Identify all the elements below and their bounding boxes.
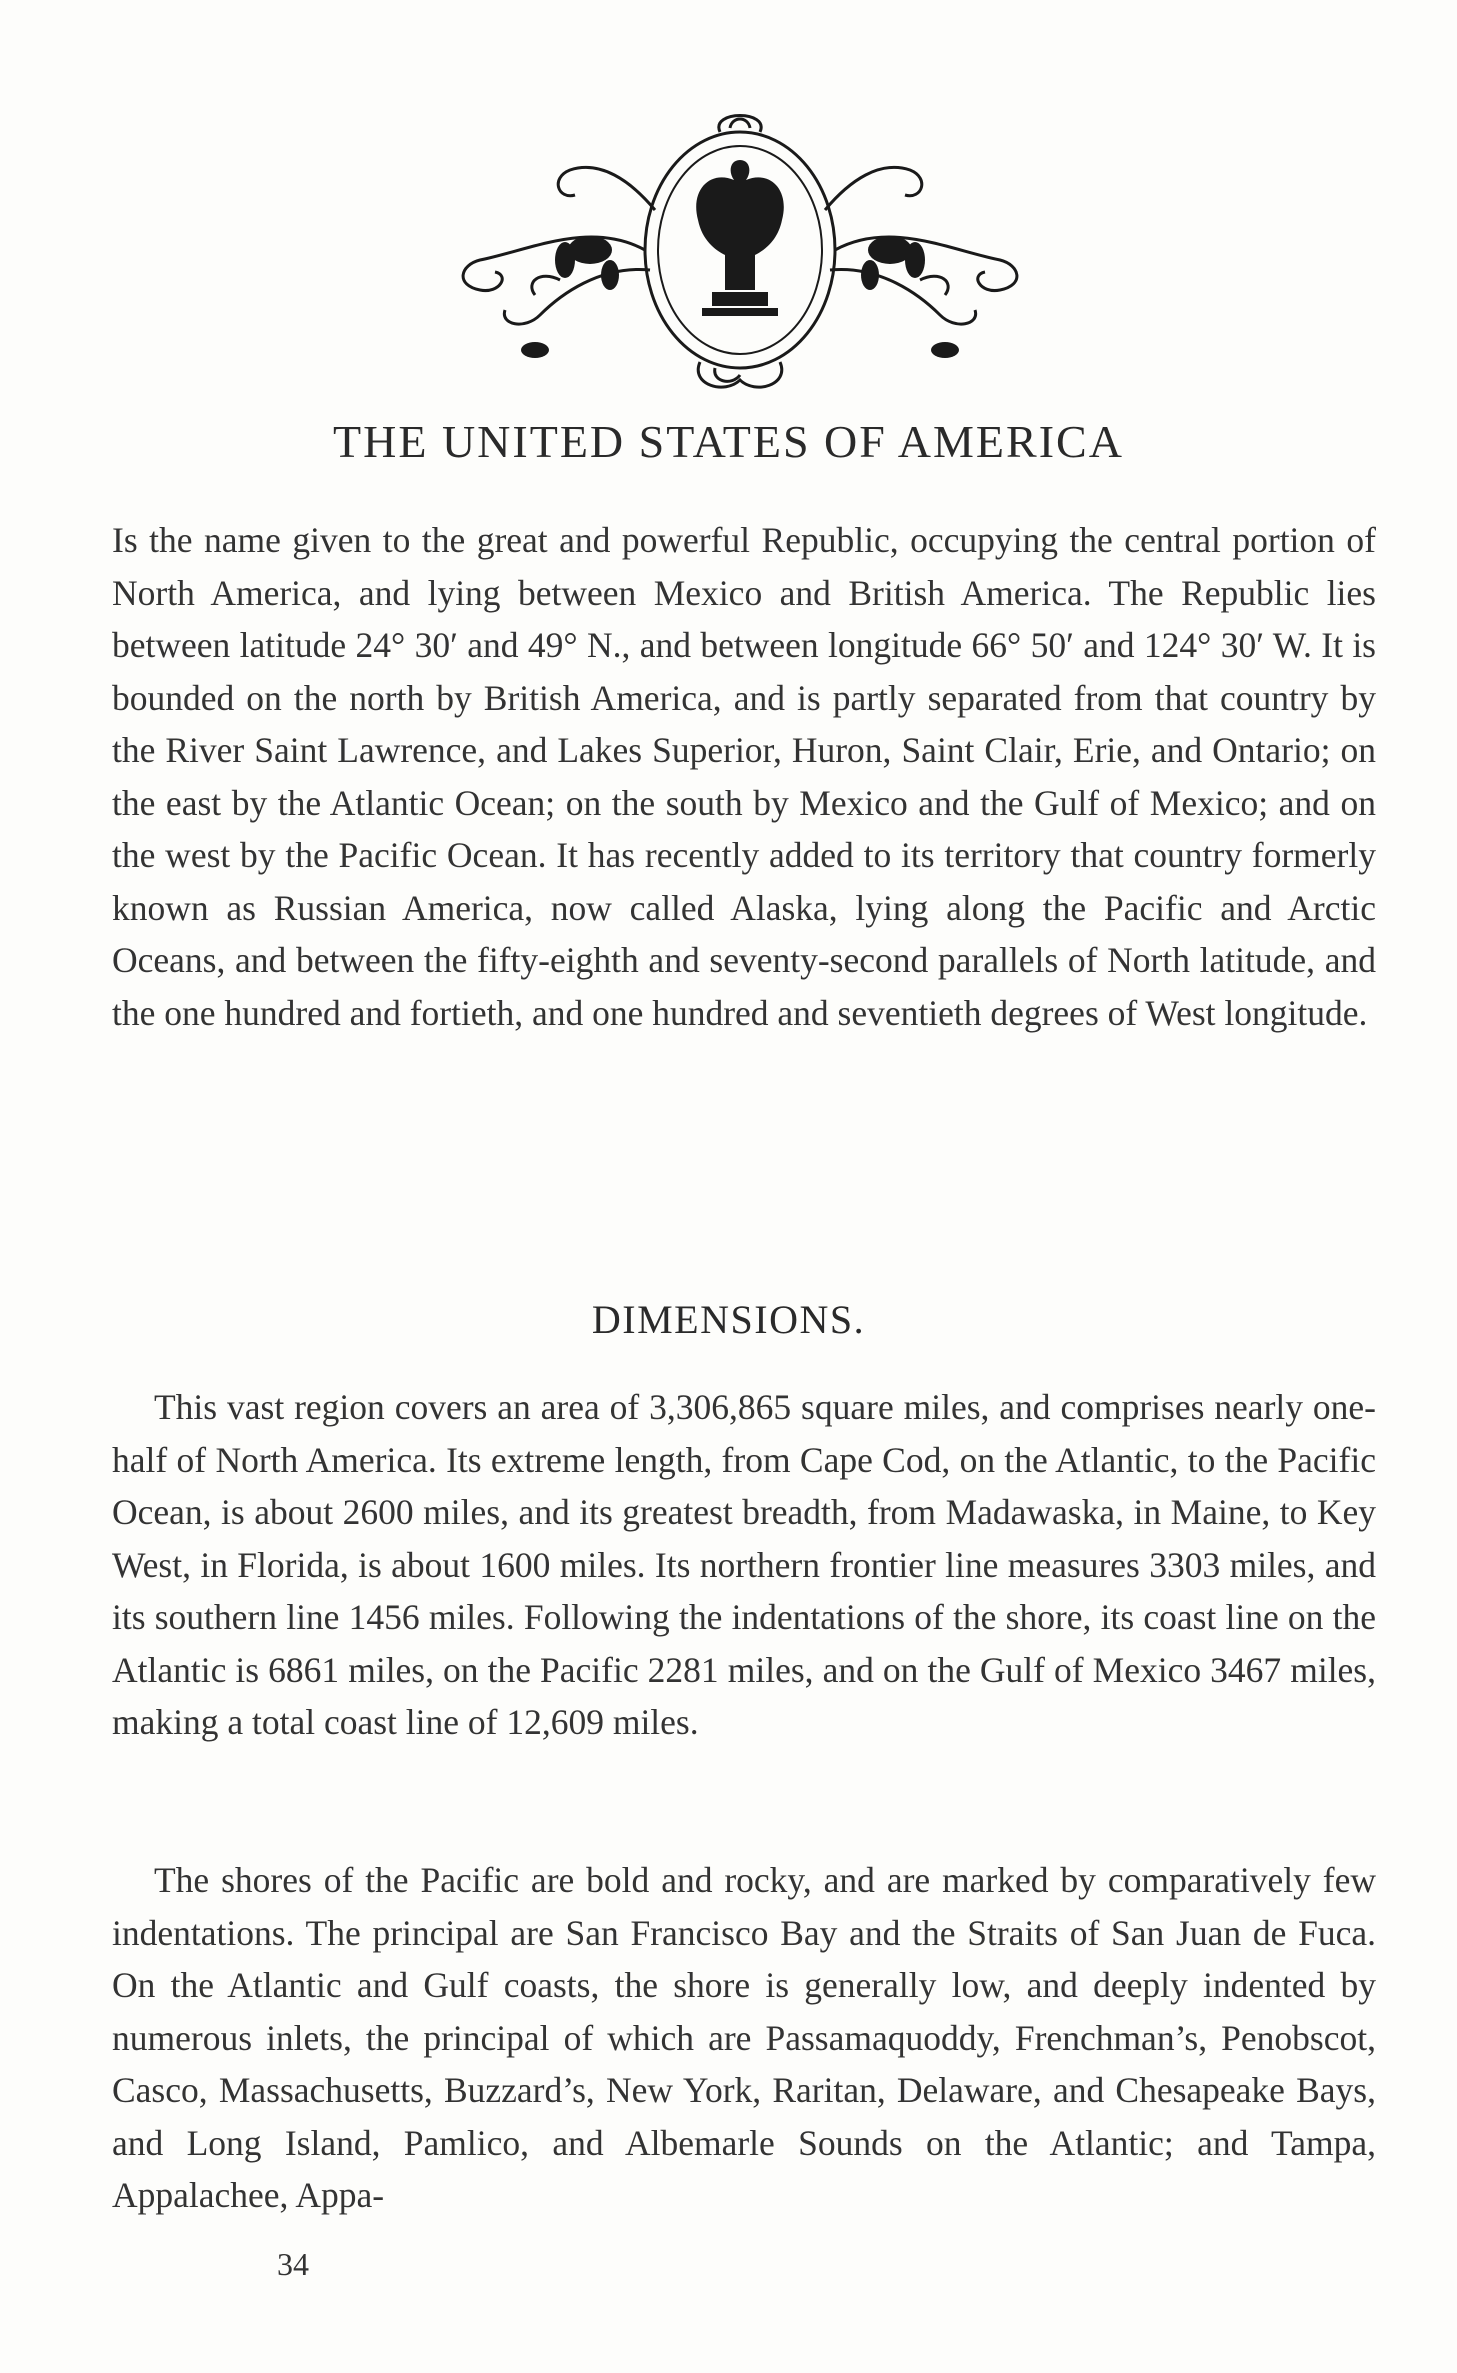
page-number: 34	[277, 2246, 309, 2282]
intro-paragraph: Is the name given to the great and powerful Republic, occupying the central portion of North America, and lying between Mexico and British America. The Republic lies between latitude 24° 30′ and 49° N., and between longitude 66° 50′ and 124° 30′ W. It is bounded on the north by British America, and is partly separated from that country by the River Saint Lawrence, and Lakes Superior, Huron, Saint Clair, Erie, and Ontario; on the east by the Atlantic Ocean; on the south by Mexico and the Gulf of Mexico; and on the west by the Pacific Ocean. It has recently added to its territory that country formerly known as Russian America, now called Alaska, lying along the Pacific and Arctic Oceans, and between the fifty-eighth and seventy-second parallels of North latitude, and the one hundred and fortieth, and one hundred and seventieth degrees of West longitude.	[112, 520, 1376, 1033]
shores-paragraph: The shores of the Pacific are bold and rocky, and are marked by comparatively few indentations. The principal are San Francisco Bay and the Straits of San Juan de Fuca. On the Atlantic and Gulf coasts, the shore is generally low, and deeply indented by numerous inlets, the principal of which are Passamaquoddy, Frenchman’s, Penobscot, Casco, Massachusetts, Buzzard’s, New York, Raritan, Delaware, and Chesapeake Bays, and Long Island, Pamlico, and Albemarle Sounds on the Atlantic; and Tampa, Appalachee, Appa-	[112, 1860, 1376, 2215]
dimensions-paragraph: This vast region covers an area of 3,306,865 square miles, and comprises nearly one-half of North America. Its extreme length, from Cape Cod, on the Atlantic, to the Pacific Ocean, is about 2600 miles, and its greatest breadth, from Madawaska, in Maine, to Key West, in Florida, is about 1600 miles. Its northern frontier line measures 3303 miles, and its southern line 1456 miles. Following the indentations of the shore, its coast line on the Atlantic is 6861 miles, on the Pacific 2281 miles, and on the Gulf of Mexico 3467 miles, making a total coast line of 12,609 miles.	[112, 1387, 1376, 1742]
eagle-crest-icon	[440, 100, 1040, 400]
section-heading-dimensions: DIMENSIONS.	[591, 1297, 866, 1342]
page-title: THE UNITED STATES OF AMERICA	[333, 416, 1124, 467]
